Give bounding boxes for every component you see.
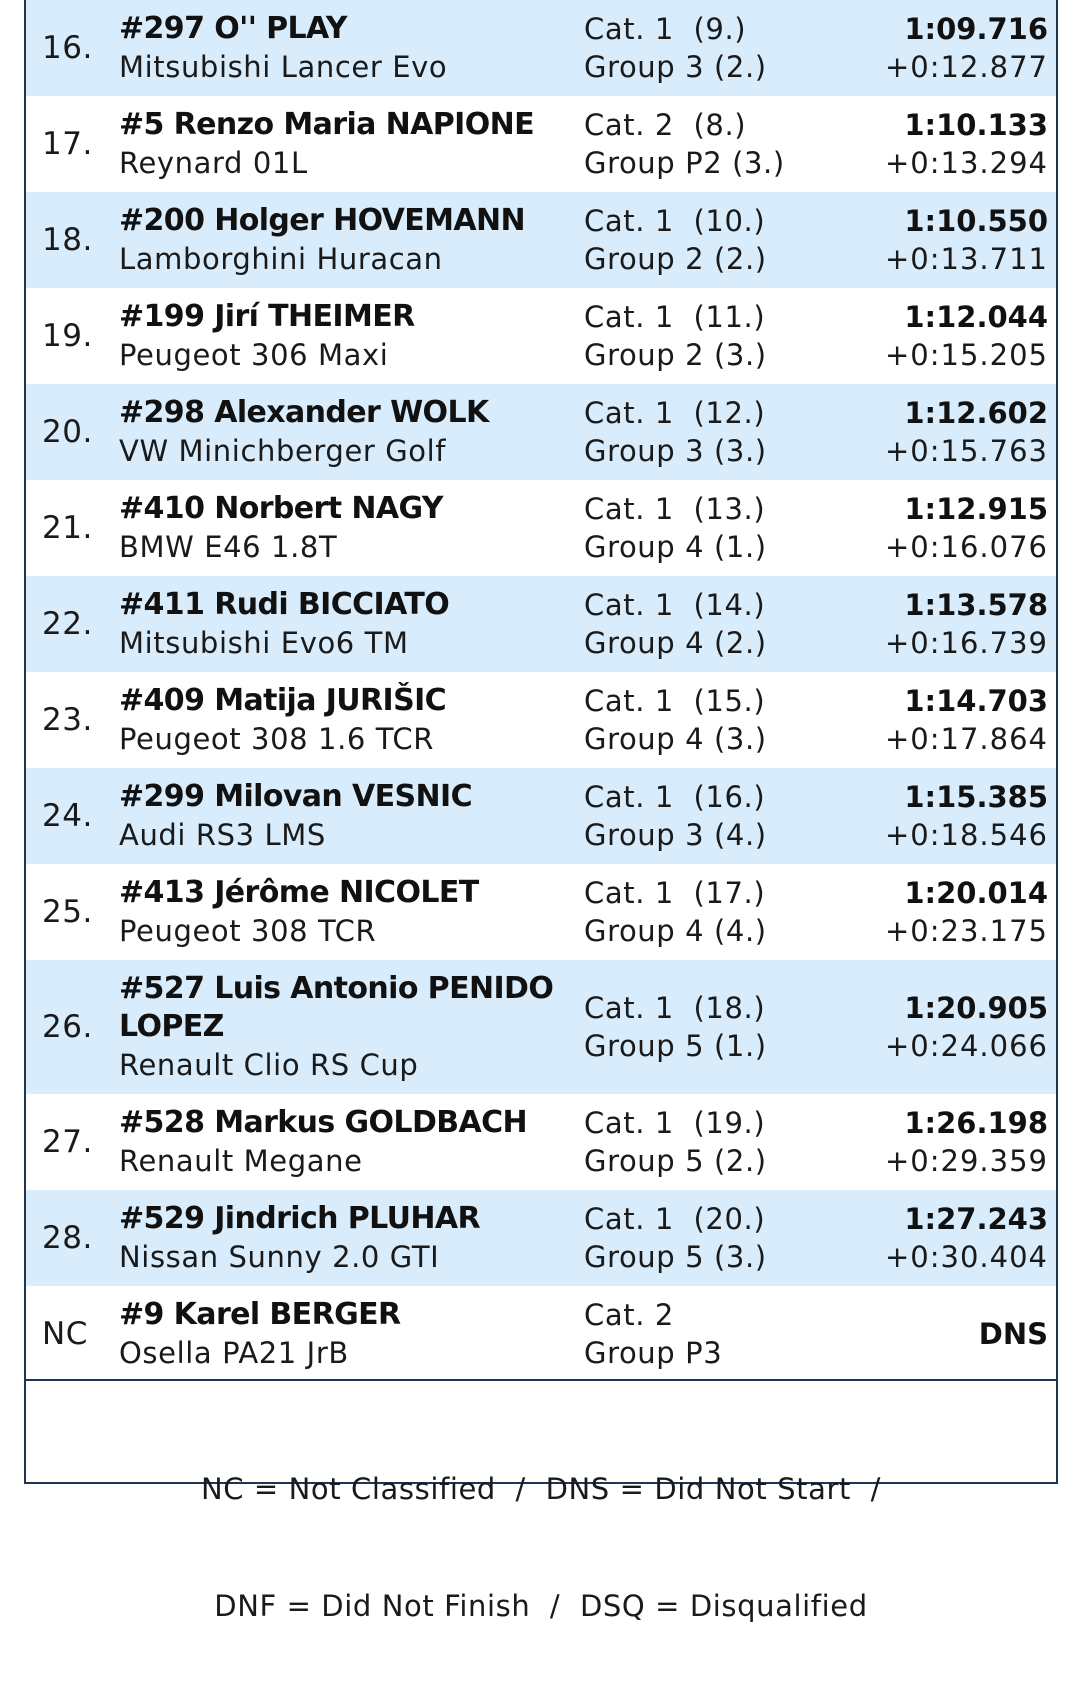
category: Cat. 2 (8.) — [584, 108, 747, 142]
category-cell — [584, 1190, 834, 1286]
category: Cat. 1 (19.) — [584, 1106, 766, 1140]
time-cell — [818, 576, 1048, 672]
group: Group 4 (4.) — [584, 914, 767, 948]
car-model: Peugeot 308 1.6 TCR — [119, 722, 434, 756]
car-model: Renault Clio RS Cup — [119, 1048, 419, 1082]
driver-name: #199 Jirí THEIMER — [119, 299, 415, 334]
time-gap: +0:16.739 — [885, 626, 1048, 660]
driver-name: #299 Milovan VESNIC — [119, 779, 473, 814]
category: Cat. 2 — [584, 1298, 674, 1332]
driver-name: #200 Holger HOVEMANN — [119, 203, 526, 238]
category: Cat. 1 (15.) — [584, 684, 766, 718]
table-row — [26, 672, 1056, 768]
driver-name: #411 Rudi BICCIATO — [119, 587, 450, 622]
position: 21. — [42, 510, 93, 546]
lap-time: 1:10.133 — [904, 108, 1048, 142]
time-cell — [818, 1190, 1048, 1286]
table-row — [26, 384, 1056, 480]
driver-name: #9 Karel BERGER — [119, 1297, 401, 1332]
category: Cat. 1 (20.) — [584, 1202, 766, 1236]
car-model: Peugeot 306 Maxi — [119, 338, 389, 372]
driver-name: #528 Markus GOLDBACH — [119, 1105, 528, 1140]
category-cell — [584, 480, 834, 576]
legend-divider — [26, 1379, 1056, 1381]
time-cell — [818, 480, 1048, 576]
category-cell — [584, 96, 834, 192]
driver-name: #298 Alexander WOLK — [119, 395, 489, 430]
driver-cell — [119, 768, 559, 864]
driver-name: #529 Jindrich PLUHAR — [119, 1201, 480, 1236]
table-row — [26, 1094, 1056, 1190]
category: Cat. 1 (18.) — [584, 991, 766, 1025]
lap-time: 1:13.578 — [904, 588, 1048, 622]
driver-cell — [119, 960, 559, 1094]
legend — [26, 1392, 1056, 1704]
driver-name: #297 O'' PLAY — [119, 11, 347, 46]
time-gap: +0:12.877 — [885, 50, 1048, 84]
group: Group 2 (2.) — [584, 242, 767, 276]
category: Cat. 1 (13.) — [584, 492, 766, 526]
table-row — [26, 288, 1056, 384]
time-cell — [818, 768, 1048, 864]
group: Group P2 (3.) — [584, 146, 785, 180]
lap-time: 1:10.550 — [904, 204, 1048, 238]
table-row-not-classified — [26, 1286, 1056, 1382]
lap-time: 1:12.044 — [904, 300, 1048, 334]
car-model: Osella PA21 JrB — [119, 1336, 349, 1370]
lap-time: 1:12.915 — [904, 492, 1048, 526]
position: NC — [42, 1316, 88, 1352]
category-cell — [584, 576, 834, 672]
car-model: Mitsubishi Evo6 TM — [119, 626, 409, 660]
status-badge: DNS — [978, 1317, 1048, 1351]
time-cell — [818, 0, 1048, 96]
driver-cell — [119, 480, 559, 576]
position: 18. — [42, 222, 93, 258]
time-gap: +0:13.711 — [885, 242, 1048, 276]
driver-name: #413 Jérôme NICOLET — [119, 875, 479, 910]
driver-cell — [119, 0, 559, 96]
category: Cat. 1 (10.) — [584, 204, 766, 238]
car-model: Lamborghini Huracan — [119, 242, 443, 276]
position: 16. — [42, 30, 93, 66]
car-model: Nissan Sunny 2.0 GTI — [119, 1240, 440, 1274]
time-gap: +0:15.205 — [885, 338, 1048, 372]
car-model: Mitsubishi Lancer Evo — [119, 50, 448, 84]
car-model: Audi RS3 LMS — [119, 818, 326, 852]
lap-time: 1:15.385 — [904, 780, 1048, 814]
time-gap: +0:18.546 — [885, 818, 1048, 852]
time-cell — [818, 96, 1048, 192]
group: Group 3 (2.) — [584, 50, 767, 84]
category: Cat. 1 (11.) — [584, 300, 766, 334]
group: Group 4 (1.) — [584, 530, 767, 564]
driver-cell — [119, 1094, 559, 1190]
position: 28. — [42, 1220, 93, 1256]
category: Cat. 1 (9.) — [584, 12, 747, 46]
table-row — [26, 864, 1056, 960]
table-row — [26, 480, 1056, 576]
category-cell — [584, 288, 834, 384]
position: 27. — [42, 1124, 93, 1160]
car-model: Renault Megane — [119, 1144, 363, 1178]
time-gap: +0:16.076 — [885, 530, 1048, 564]
table-row — [26, 960, 1056, 1094]
position: 20. — [42, 414, 93, 450]
time-cell — [818, 384, 1048, 480]
category: Cat. 1 (17.) — [584, 876, 766, 910]
lap-time: 1:27.243 — [904, 1202, 1048, 1236]
time-gap: +0:17.864 — [885, 722, 1048, 756]
position: 23. — [42, 702, 93, 738]
table-row — [26, 0, 1056, 96]
driver-cell — [119, 1190, 559, 1286]
group: Group 4 (2.) — [584, 626, 767, 660]
lap-time: 1:26.198 — [904, 1106, 1048, 1140]
results-table — [26, 0, 1056, 1382]
time-cell — [818, 960, 1048, 1094]
time-cell — [818, 864, 1048, 960]
category-cell — [584, 1286, 834, 1382]
driver-cell — [119, 864, 559, 960]
position: 24. — [42, 798, 93, 834]
category: Cat. 1 (14.) — [584, 588, 766, 622]
time-gap: +0:24.066 — [885, 1029, 1048, 1063]
time-cell — [818, 672, 1048, 768]
time-gap: +0:13.294 — [885, 146, 1048, 180]
legend-line: NC = Not Classified / DNS = Did Not Start / — [200, 1472, 882, 1506]
time-gap: +0:15.763 — [885, 434, 1048, 468]
lap-time: 1:20.014 — [904, 876, 1048, 910]
time-gap: +0:23.175 — [885, 914, 1048, 948]
driver-cell — [119, 576, 559, 672]
driver-name: #5 Renzo Maria NAPIONE — [119, 107, 535, 142]
lap-time: 1:12.602 — [904, 396, 1048, 430]
driver-cell — [119, 1286, 559, 1382]
category-cell — [584, 384, 834, 480]
legend-line: DNF = Did Not Finish / DSQ = Disqualified — [214, 1589, 868, 1623]
position: 17. — [42, 126, 93, 162]
lap-time: 1:20.905 — [904, 991, 1048, 1025]
driver-name: #527 Luis Antonio PENIDO LOPEZ — [119, 971, 554, 1044]
table-row — [26, 192, 1056, 288]
position: 22. — [42, 606, 93, 642]
table-row — [26, 576, 1056, 672]
group: Group 5 (2.) — [584, 1144, 767, 1178]
lap-time: 1:14.703 — [904, 684, 1048, 718]
table-row — [26, 768, 1056, 864]
time-cell — [818, 192, 1048, 288]
category-cell — [584, 1094, 834, 1190]
category: Cat. 1 (12.) — [584, 396, 766, 430]
time-gap: +0:29.359 — [885, 1144, 1048, 1178]
group: Group 5 (1.) — [584, 1029, 767, 1063]
position: 19. — [42, 318, 93, 354]
position: 25. — [42, 894, 93, 930]
group: Group 4 (3.) — [584, 722, 767, 756]
results-table-frame — [24, 0, 1058, 1623]
car-model: BMW E46 1.8T — [119, 530, 338, 564]
position: 26. — [42, 1009, 93, 1045]
car-model: Peugeot 308 TCR — [119, 914, 377, 948]
driver-cell — [119, 96, 559, 192]
lap-time: 1:09.716 — [904, 12, 1048, 46]
table-row — [26, 96, 1056, 192]
time-cell — [818, 288, 1048, 384]
table-row — [26, 1190, 1056, 1286]
group: Group 3 (4.) — [584, 818, 767, 852]
group: Group 2 (3.) — [584, 338, 767, 372]
driver-cell — [119, 672, 559, 768]
driver-cell — [119, 192, 559, 288]
category-cell — [584, 864, 834, 960]
category-cell — [584, 672, 834, 768]
time-cell — [818, 1286, 1048, 1382]
car-model: Reynard 01L — [119, 146, 308, 180]
category: Cat. 1 (16.) — [584, 780, 766, 814]
driver-cell — [119, 384, 559, 480]
group: Group 3 (3.) — [584, 434, 767, 468]
category-cell — [584, 960, 834, 1094]
category-cell — [584, 768, 834, 864]
group: Group 5 (3.) — [584, 1240, 767, 1274]
time-gap: +0:30.404 — [885, 1240, 1048, 1274]
group: Group P3 — [584, 1336, 723, 1370]
time-cell — [818, 1094, 1048, 1190]
category-cell — [584, 192, 834, 288]
driver-name: #409 Matija JURIŠIC — [119, 683, 447, 718]
driver-name: #410 Norbert NAGY — [119, 491, 443, 526]
category-cell — [584, 0, 834, 96]
car-model: VW Minichberger Golf — [119, 434, 447, 468]
driver-cell — [119, 288, 559, 384]
